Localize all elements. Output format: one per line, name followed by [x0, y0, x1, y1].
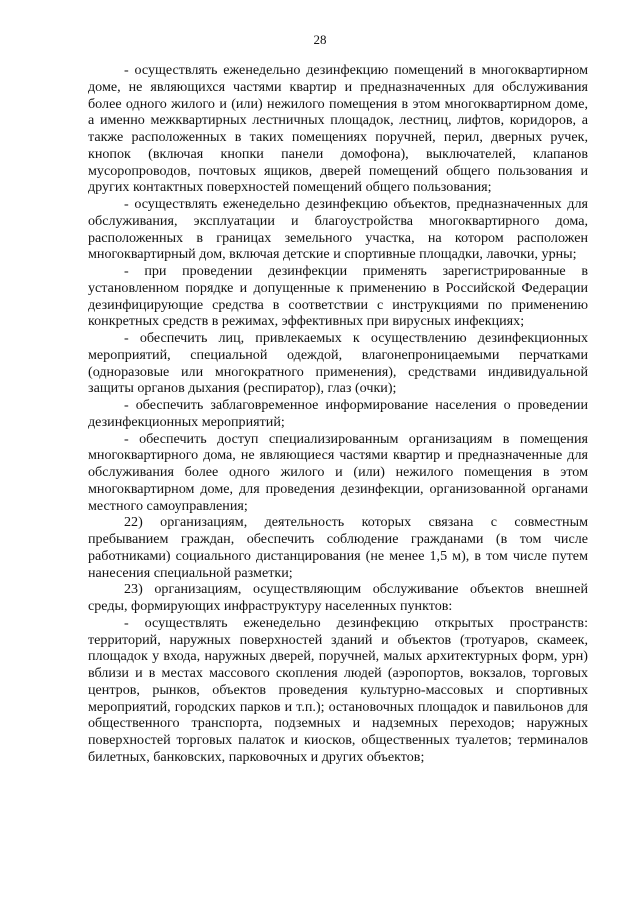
paragraph-item-22-social-distancing: 22) организациям, деятельность которых связана с совместным пребыванием граждан, обеспечить соблюдение гражданами (в том числе работниками) социального дистанцирования (не менее 1,5 м), в том числе путем нанесения специальной разметки;: [88, 514, 588, 581]
paragraph-disinfection-common-premises: - осуществлять еженедельно дезинфекцию помещений в многоквартирном доме, не являющихся частями квартир и предназначенных для обслуживания более одного жилого и (или) нежилого помещения в этом многоквартирном доме, а именно межквартирных лестничных площадок, лестниц, лифтов, коридоров, а также расположенных в таких помещениях поручней, перил, дверных ручек, кнопок (включая кнопки панели домофона), выключателей, клапанов мусоропроводов, почтовых ящиков, дверей помещений общего пользования и других контактных поверхностей помещений общего пользования;: [88, 62, 588, 196]
paragraph-disinfection-house-territory: - осуществлять еженедельно дезинфекцию объектов, предназначенных для обслуживания, эксплуатации и благоустройства многоквартирного дома, расположенных в границах земельного участка, на котором расположен многоквартирный дом, включая детские и спортивные площадки, лавочки, урны;: [88, 196, 588, 263]
paragraph-protective-equipment: - обеспечить лиц, привлекаемых к осуществлению дезинфекционных мероприятий, специальной одеждой, влагонепроницаемыми перчатками (одноразовые или многократного применения), средствами индивидуальной защиты органов дыхания (респиратор), глаз (очки);: [88, 330, 588, 397]
paragraph-item-23-infrastructure: 23) организациям, осуществляющим обслуживание объектов внешней среды, формирующих инфраструктуру населенных пунктов:: [88, 581, 588, 614]
page-number: 28: [313, 32, 327, 47]
paragraph-inform-residents: - обеспечить заблаговременное информирование населения о проведении дезинфекционных мероприятий;: [88, 397, 588, 430]
paragraph-disinfection-open-spaces: - осуществлять еженедельно дезинфекцию открытых пространств: территорий, наружных поверхностей зданий и объектов (тротуаров, скамеек, площадок у входа, наружных дверей, поручней, малых архитектурных форм, урн) вблизи и в местах массового скопления людей (аэропортов, вокзалов, торговых центров, рынков, объектов проведения культурно-массовых и спортивных мероприятий, городских парков и т.п.); остановочных площадок и павильонов для общественного транспорта, подземных и надземных переходов; наружных поверхностей торговых палаток и киосков, общественных туалетов; терминалов билетных, банковских, парковочных и других объектов;: [88, 614, 588, 765]
paragraph-registered-disinfectants: - при проведении дезинфекции применять зарегистрированные в установленном порядке и допущенные к применению в Российской Федерации дезинфицирующие средства в соответствии с инструкциями по применению конкретных средств в режимах, эффективных при вирусных инфекциях;: [88, 263, 588, 330]
document-body: [88, 62, 588, 766]
paragraph-access-for-organizations: - обеспечить доступ специализированным организациям в помещения многоквартирного дома, не являющиеся частями квартир и предназначенные для обслуживания более одного жилого и (или) нежилого помещения в этом многоквартирном доме, для проведения дезинфекции, организованной органами местного самоуправления;: [88, 430, 588, 514]
